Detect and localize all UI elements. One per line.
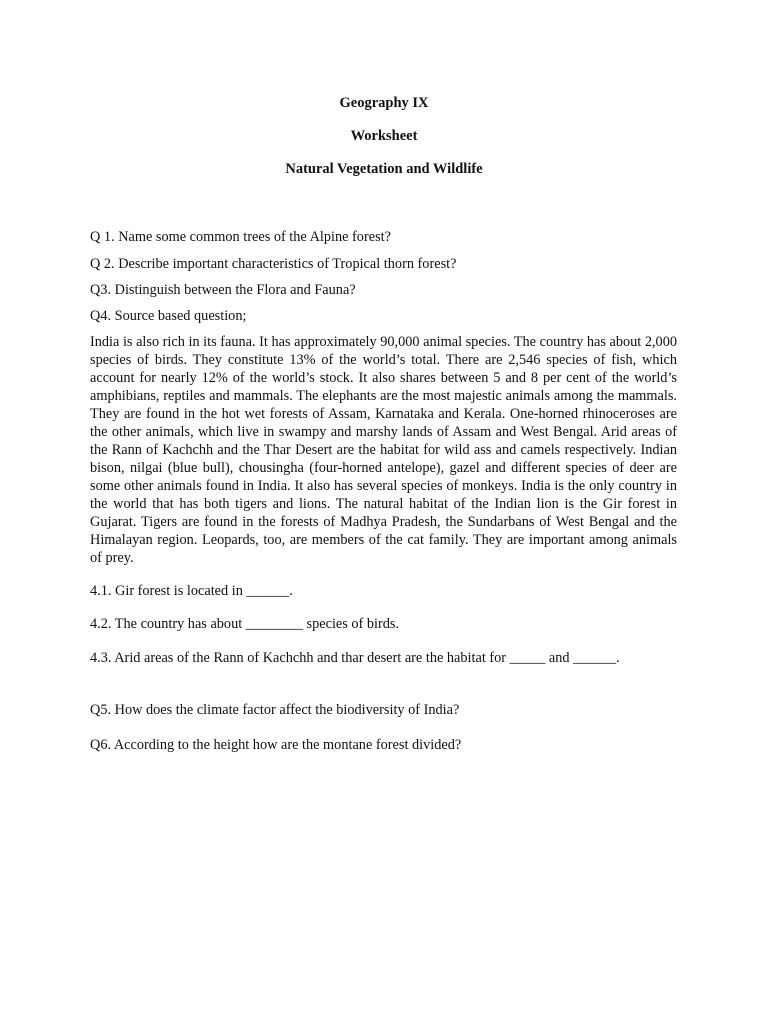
subject-title: Geography IX (339, 95, 429, 111)
question-1: Q 1. Name some common trees of the Alpine forest? (90, 229, 391, 245)
question-2: Q 2. Describe important characteristics of Tropical thorn forest? (90, 256, 457, 272)
question-6: Q6. According to the height how are the montane forest divided? (90, 737, 462, 753)
question-4-2: 4.2. The country has about ________ species of birds. (90, 616, 400, 632)
question-4: Q4. Source based question; (90, 308, 247, 324)
chapter-title: Natural Vegetation and Wildlife (285, 161, 483, 177)
worksheet-title: Worksheet (350, 128, 418, 144)
source-passage: India is also rich in its fauna. It has approximately 90,000 animal species. The country has about 2,000 species of birds. They constitute 13% of the world’s total. There are 2,546 species of fish, which account for nearly 12% of the world’s stock. It also shares between 5 and 8 per cent of the world’s amphibians, reptiles and mammals. The elephants are the most majestic animals among the mammals. They are found in the hot wet forests of Assam, Karnataka and Kerala. One-horned rhinoceroses are the other animals, which live in swampy and marshy lands of Assam and West Bengal. Arid areas of the Rann of Kachchh and the Thar Desert are the habitat for wild ass and camels respectively. Indian bison, nilgai (blue bull), chousingha (four-horned antelope), gazel and different species of deer are some other animals found in India. It also has several species of monkeys. India is the only country in the world that has both tigers and lions. The natural habitat of the Indian lion is the Gir forest in Gujarat. Tigers are found in the forests of Madhya Pradesh, the Sundarbans of West Bengal and the Himalayan region. Leopards, too, are members of the cat family. They are important among animals of prey. (90, 334, 677, 566)
question-4-1: 4.1. Gir forest is located in ______. (90, 583, 293, 599)
question-5: Q5. How does the climate factor affect the biodiversity of India? (90, 702, 460, 718)
question-3: Q3. Distinguish between the Flora and Fauna? (90, 282, 356, 298)
question-4-3: 4.3. Arid areas of the Rann of Kachchh and thar desert are the habitat for _____ and ______. (90, 650, 620, 666)
